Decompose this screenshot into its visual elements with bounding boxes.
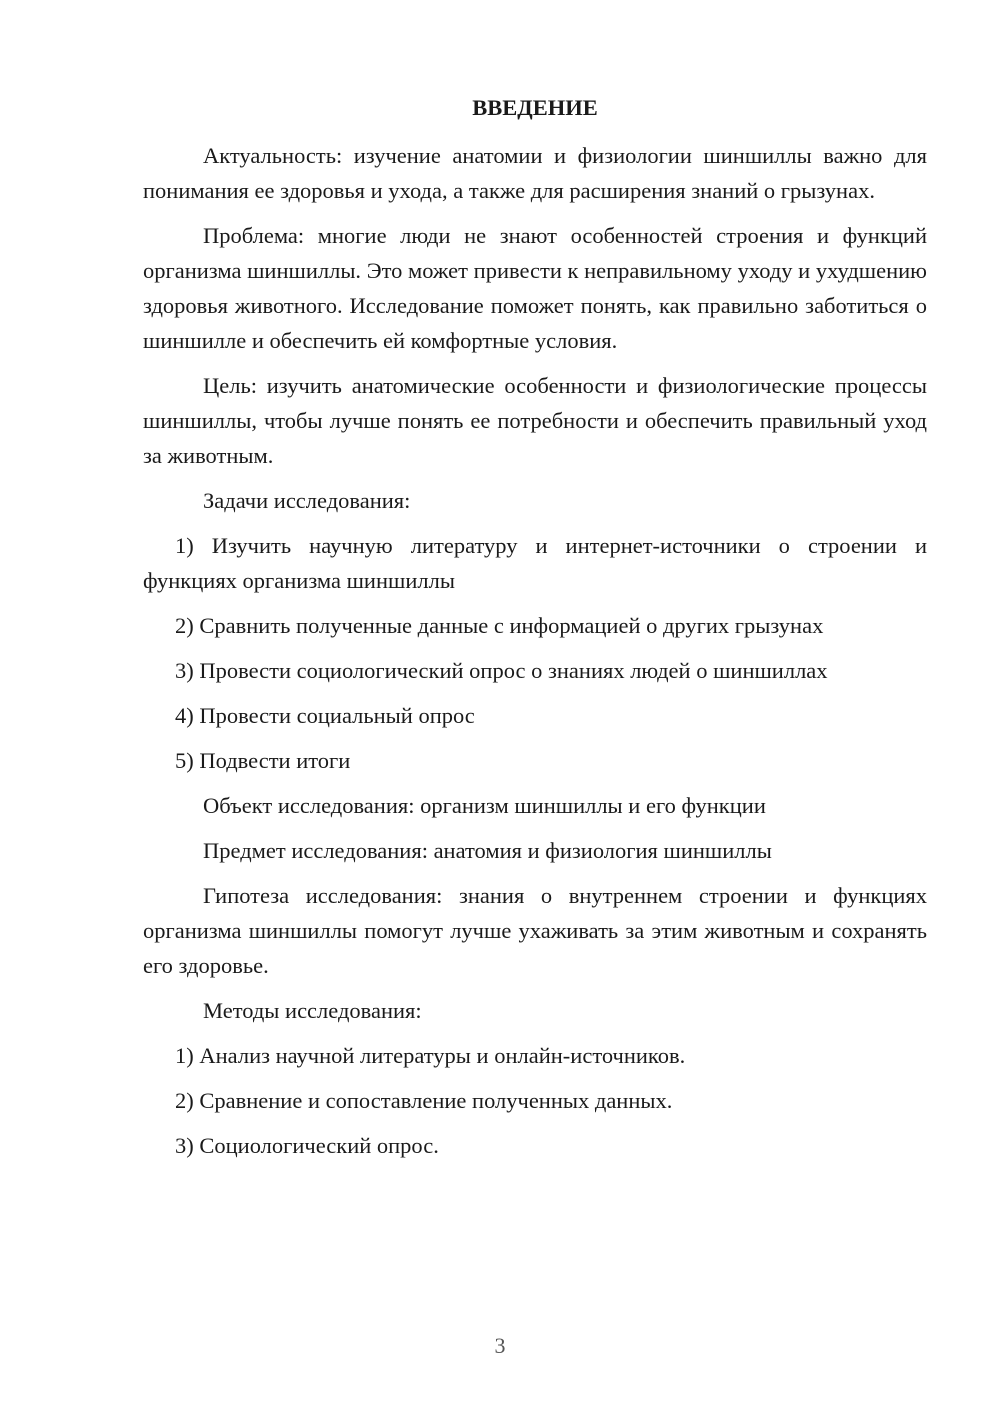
method-item: 2) Сравнение и сопоставление полученных данных.	[175, 1088, 673, 1113]
method-item: 1) Анализ научной литературы и онлайн-источников.	[175, 1043, 686, 1068]
hypothesis-paragraph: Гипотеза исследования: знания о внутреннем строении и функциях организма шиншиллы помогут лучше ухаживать за этим животным и сохранять его здоровье.	[143, 883, 927, 978]
method-item: 3) Социологический опрос.	[175, 1133, 439, 1158]
task-item: 3) Провести социологический опрос о знаниях людей о шиншиллах	[175, 658, 828, 683]
problem-paragraph: Проблема: многие люди не знают особенностей строения и функций организма шиншиллы. Это может привести к неправильному уходу и ухудшению здоровья животного. Исследование поможет понять, как правильно заботиться о шиншилле и обеспечить ей комфортные условия.	[143, 223, 927, 353]
tasks-heading: Задачи исследования:	[203, 488, 411, 513]
task-item: 5) Подвести итоги	[175, 748, 351, 773]
document-page	[143, 88, 927, 1173]
task-item: 4) Провести социальный опрос	[175, 703, 475, 728]
page-number: 3	[494, 1333, 506, 1358]
task-item: 2) Сравнить полученные данные с информацией о других грызунах	[175, 613, 824, 638]
task-item: 1) Изучить научную литературу и интернет-источники о строении и функциях организма шиншиллы	[143, 533, 927, 593]
section-title: ВВЕДЕНИЕ	[472, 95, 598, 120]
relevance-paragraph: Актуальность: изучение анатомии и физиологии шиншиллы важно для понимания ее здоровья и ухода, а также для расширения знаний о грызунах.	[143, 143, 927, 203]
methods-heading: Методы исследования:	[203, 998, 422, 1023]
subject-paragraph: Предмет исследования: анатомия и физиология шиншиллы	[203, 838, 772, 863]
object-paragraph: Объект исследования: организм шиншиллы и его функции	[203, 793, 766, 818]
goal-paragraph: Цель: изучить анатомические особенности и физиологические процессы шиншиллы, чтобы лучше понять ее потребности и обеспечить правильный уход за животным.	[143, 373, 927, 468]
